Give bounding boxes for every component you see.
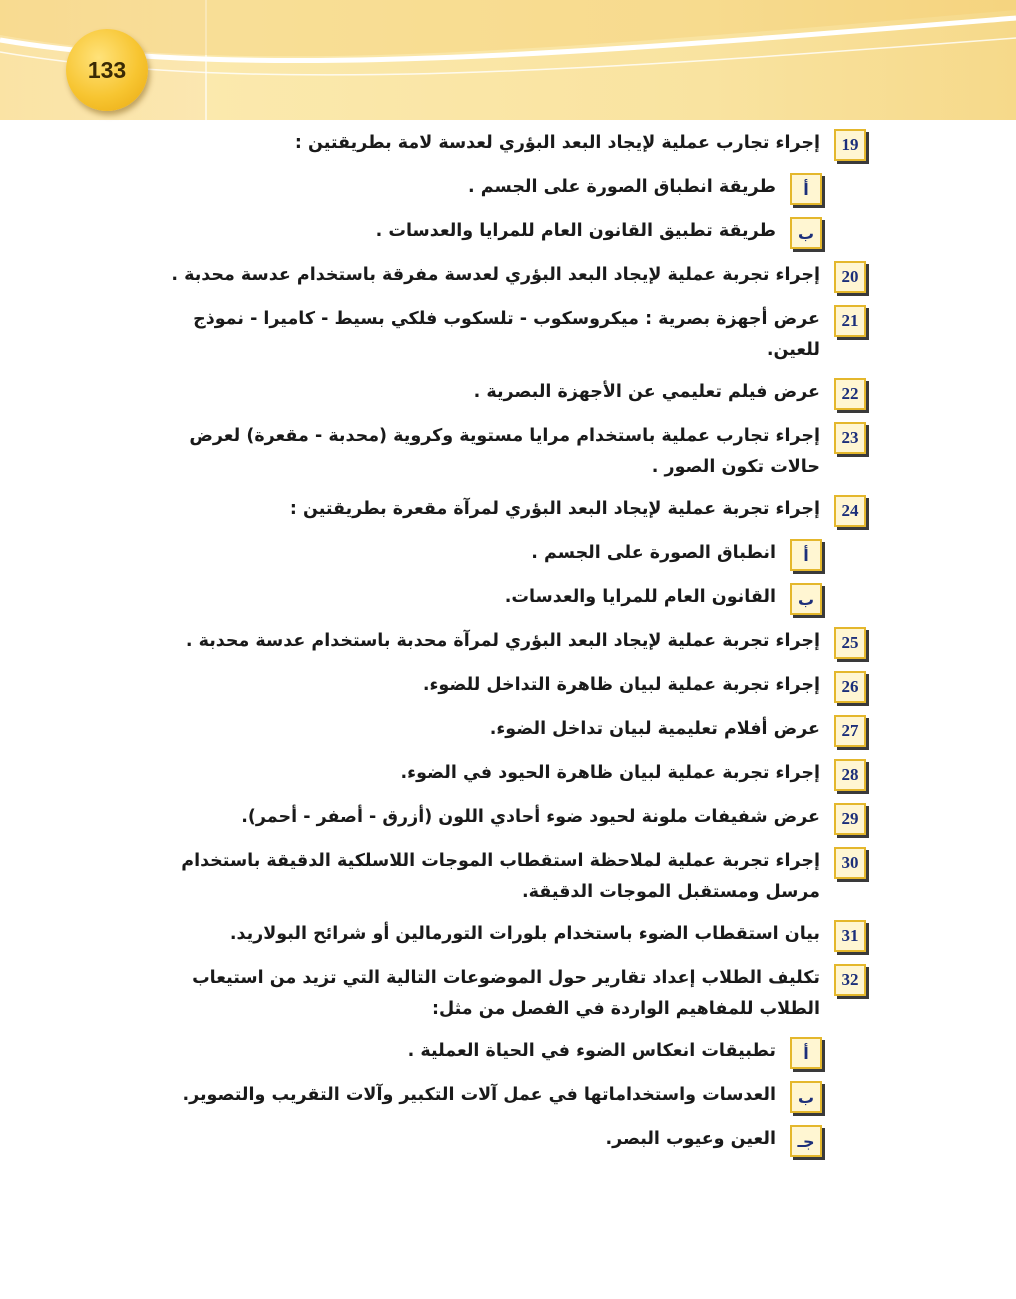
item-text: بيان استقطاب الضوء باستخدام بلورات التورمالين أو شرائح البولاريد. xyxy=(229,924,820,944)
list-item xyxy=(150,494,866,527)
sub-list-item xyxy=(150,538,822,571)
item-text: إجراء تجربة عملية لبيان ظاهرة التداخل للضوء. xyxy=(422,675,820,695)
list-item xyxy=(150,919,866,952)
item-number-badge: 19 xyxy=(834,129,866,161)
list-item xyxy=(150,260,866,293)
sub-item-text: طريقة انطباق الصورة على الجسم . xyxy=(468,177,776,197)
sub-item-letter-badge: جـ xyxy=(790,1125,822,1157)
sub-item-letter-badge: ب xyxy=(790,583,822,615)
item-text: تكليف الطلاب إعداد تقارير حول الموضوعات التالية التي تزيد من استيعاب الطلاب للمفاهيم الواردة في الفصل من مثل: xyxy=(192,968,820,1019)
list-item xyxy=(150,846,866,908)
sub-item-letter-badge: ب xyxy=(790,217,822,249)
list-item xyxy=(150,626,866,659)
sub-list-item xyxy=(150,172,822,205)
sub-item-text: انطباق الصورة على الجسم . xyxy=(531,543,776,563)
sub-list-item xyxy=(150,582,822,615)
sub-list-item xyxy=(150,1124,822,1157)
item-text: إجراء تجربة عملية لإيجاد البعد البؤري لعدسة مفرقة باستخدام عدسة محدبة . xyxy=(171,265,820,285)
item-number-badge: 27 xyxy=(834,715,866,747)
sub-item-text: العين وعيوب البصر. xyxy=(605,1129,776,1149)
item-number-badge: 20 xyxy=(834,261,866,293)
item-text: إجراء تجربة عملية لبيان ظاهرة الحيود في الضوء. xyxy=(400,763,820,783)
item-number-badge: 32 xyxy=(834,964,866,996)
sub-item-text: تطبيقات انعكاس الضوء في الحياة العملية . xyxy=(407,1041,776,1061)
list-item xyxy=(150,963,866,1025)
item-number-badge: 28 xyxy=(834,759,866,791)
sub-item-letter-badge: أ xyxy=(790,539,822,571)
item-number-badge: 25 xyxy=(834,627,866,659)
item-text: إجراء تجارب عملية باستخدام مرايا مستوية وكروية (محدبة - مقعرة) لعرض حالات تكون الصور . xyxy=(189,426,820,477)
list-item xyxy=(150,128,866,161)
item-number-badge: 31 xyxy=(834,920,866,952)
item-text: عرض فيلم تعليمي عن الأجهزة البصرية . xyxy=(473,382,820,402)
sub-item-text: طريقة تطبيق القانون العام للمرايا والعدسات . xyxy=(375,221,776,241)
sub-item-letter-badge: أ xyxy=(790,1037,822,1069)
item-number-badge: 21 xyxy=(834,305,866,337)
sub-list-item xyxy=(150,1080,822,1113)
sub-item-text: القانون العام للمرايا والعدسات. xyxy=(504,587,776,607)
item-number-badge: 24 xyxy=(834,495,866,527)
item-text: إجراء تجارب عملية لإيجاد البعد البؤري لعدسة لامة بطريقتين : xyxy=(294,133,820,153)
header-band xyxy=(0,0,1016,120)
sub-item-text: العدسات واستخداماتها في عمل آلات التكبير وآلات التقريب والتصوير. xyxy=(182,1085,776,1105)
list-item xyxy=(150,304,866,366)
page-number: 133 xyxy=(87,56,127,83)
item-text: عرض أجهزة بصرية : ميكروسكوب - تلسكوب فلكي بسيط - كاميرا - نموذج للعين. xyxy=(193,309,820,360)
item-text: إجراء تجربة عملية لملاحظة استقطاب الموجات اللاسلكية الدقيقة باستخدام مرسل ومستقبل الموجات الدقيقة. xyxy=(181,851,820,902)
sub-list-item xyxy=(150,216,822,249)
item-number-badge: 30 xyxy=(834,847,866,879)
item-number-badge: 23 xyxy=(834,422,866,454)
activities-list xyxy=(150,128,866,1168)
list-item xyxy=(150,421,866,483)
item-text: إجراء تجربة عملية لإيجاد البعد البؤري لمرآة مقعرة بطريقتين : xyxy=(289,499,820,519)
sub-item-letter-badge: أ xyxy=(790,173,822,205)
item-text: عرض شفيفات ملونة لحيود ضوء أحادي اللون (أزرق - أصفر - أحمر). xyxy=(241,807,820,827)
list-item xyxy=(150,670,866,703)
item-number-badge: 29 xyxy=(834,803,866,835)
item-text: إجراء تجربة عملية لإيجاد البعد البؤري لمرآة محدبة باستخدام عدسة محدبة . xyxy=(185,631,820,651)
item-number-badge: 26 xyxy=(834,671,866,703)
list-item xyxy=(150,758,866,791)
sub-list-item xyxy=(150,1036,822,1069)
page-number-badge xyxy=(66,29,148,111)
list-item xyxy=(150,802,866,835)
item-text: عرض أفلام تعليمية لبيان تداخل الضوء. xyxy=(489,719,820,739)
list-item xyxy=(150,377,866,410)
sub-item-letter-badge: ب xyxy=(790,1081,822,1113)
list-item xyxy=(150,714,866,747)
item-number-badge: 22 xyxy=(834,378,866,410)
header-wave-decoration xyxy=(0,0,1016,120)
